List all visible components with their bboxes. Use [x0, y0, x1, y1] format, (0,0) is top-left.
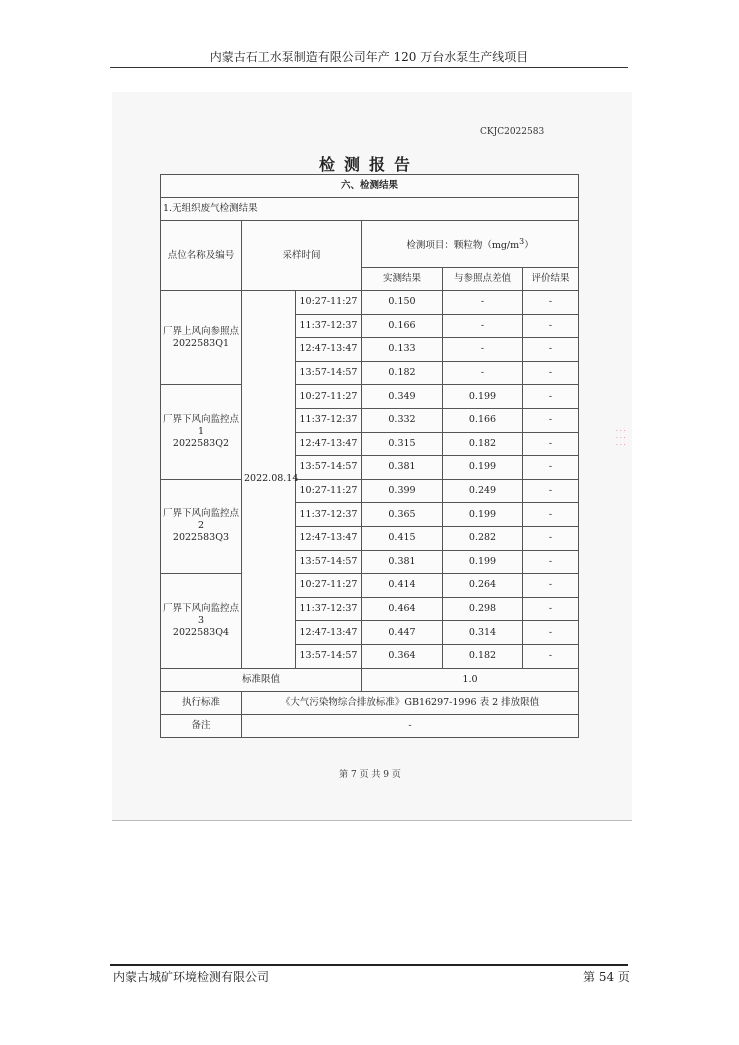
standard-label: 执行标准	[161, 691, 242, 714]
eval-cell: -	[523, 550, 579, 574]
eval-cell: -	[523, 338, 579, 362]
time-cell: 10:27-11:27	[296, 385, 362, 409]
report-code: CKJC2022583	[480, 127, 545, 137]
diff-cell: -	[443, 314, 523, 338]
limit-value: 1.0	[362, 668, 579, 691]
remark-label: 备注	[161, 714, 242, 737]
eval-cell: -	[523, 385, 579, 409]
measured-cell: 0.381	[362, 456, 443, 480]
measured-cell: 0.364	[362, 644, 443, 668]
subsection-title: 1.无组织废气检测结果	[161, 198, 579, 221]
time-cell: 12:47-13:47	[296, 338, 362, 362]
time-cell: 12:47-13:47	[296, 526, 362, 550]
footer-page-number: 第 54 页	[583, 970, 630, 984]
remark-value: -	[242, 714, 579, 737]
eval-cell: -	[523, 361, 579, 385]
time-cell: 11:37-12:37	[296, 503, 362, 527]
measured-cell: 0.349	[362, 385, 443, 409]
eval-cell: -	[523, 621, 579, 645]
measured-cell: 0.447	[362, 621, 443, 645]
report-title: 检测报告	[318, 155, 419, 174]
header-time: 采样时间	[242, 221, 362, 291]
diff-cell: 0.182	[443, 432, 523, 456]
measured-cell: 0.150	[362, 291, 443, 315]
diff-cell: -	[443, 338, 523, 362]
standard-value: 《大气污染物综合排放标准》GB16297-1996 表 2 排放限值	[242, 691, 579, 714]
diff-cell: 0.264	[443, 574, 523, 598]
time-cell: 10:27-11:27	[296, 574, 362, 598]
diff-cell: 0.282	[443, 526, 523, 550]
footer-divider	[110, 964, 628, 966]
time-cell: 13:57-14:57	[296, 644, 362, 668]
time-cell: 11:37-12:37	[296, 314, 362, 338]
inner-page-number: 第 7 页 共 9 页	[339, 770, 401, 780]
diff-cell: 0.182	[443, 644, 523, 668]
time-cell: 11:37-12:37	[296, 597, 362, 621]
measured-cell: 0.182	[362, 361, 443, 385]
results-table	[160, 174, 579, 738]
scan-bottom-edge	[112, 820, 632, 821]
header-diff: 与参照点差值	[443, 268, 523, 291]
eval-cell: -	[523, 314, 579, 338]
eval-cell: -	[523, 456, 579, 480]
measured-cell: 0.399	[362, 479, 443, 503]
measured-cell: 0.166	[362, 314, 443, 338]
eval-cell: -	[523, 503, 579, 527]
header-point: 点位名称及编号	[161, 221, 242, 291]
diff-cell: 0.314	[443, 621, 523, 645]
footer-company: 内蒙古城矿环境检测有限公司	[113, 970, 270, 984]
measured-cell: 0.365	[362, 503, 443, 527]
limit-label: 标准限值	[161, 668, 362, 691]
diff-cell: 0.199	[443, 385, 523, 409]
sampling-date: 2022.08.14	[242, 291, 296, 669]
header-divider	[110, 67, 628, 68]
diff-cell: -	[443, 291, 523, 315]
measured-cell: 0.133	[362, 338, 443, 362]
diff-cell: 0.249	[443, 479, 523, 503]
time-cell: 10:27-11:27	[296, 291, 362, 315]
table-row	[161, 385, 579, 409]
eval-cell: -	[523, 526, 579, 550]
measured-cell: 0.414	[362, 574, 443, 598]
eval-cell: -	[523, 291, 579, 315]
eval-cell: -	[523, 574, 579, 598]
diff-cell: 0.298	[443, 597, 523, 621]
diff-cell: -	[443, 361, 523, 385]
diff-cell: 0.199	[443, 503, 523, 527]
measured-cell: 0.464	[362, 597, 443, 621]
header-measured: 实测结果	[362, 268, 443, 291]
table-row	[161, 574, 579, 598]
time-cell: 13:57-14:57	[296, 550, 362, 574]
diff-cell: 0.199	[443, 550, 523, 574]
time-cell: 13:57-14:57	[296, 361, 362, 385]
time-cell: 12:47-13:47	[296, 432, 362, 456]
eval-cell: -	[523, 644, 579, 668]
point-cell: 厂界下风向监控点 3 2022583Q4	[161, 574, 242, 668]
measured-cell: 0.381	[362, 550, 443, 574]
time-cell: 11:37-12:37	[296, 408, 362, 432]
eval-cell: -	[523, 597, 579, 621]
time-cell: 12:47-13:47	[296, 621, 362, 645]
eval-cell: -	[523, 432, 579, 456]
header-item: 检测项目：颗粒物$(mg/m^3)$	[362, 221, 579, 268]
header-eval: 评价结果	[523, 268, 579, 291]
seal-marks: · · · · · · · · ·	[616, 428, 626, 449]
measured-cell: 0.315	[362, 432, 443, 456]
time-cell: 10:27-11:27	[296, 479, 362, 503]
measured-cell: 0.415	[362, 526, 443, 550]
section-title: 六、检测结果	[161, 175, 579, 198]
document-header: 内蒙古石工水泵制造有限公司年产 120 万台水泵生产线项目	[209, 50, 529, 64]
eval-cell: -	[523, 479, 579, 503]
measured-cell: 0.332	[362, 408, 443, 432]
point-cell: 厂界下风向监控点 2 2022583Q3	[161, 479, 242, 573]
time-cell: 13:57-14:57	[296, 456, 362, 480]
diff-cell: 0.199	[443, 456, 523, 480]
eval-cell: -	[523, 408, 579, 432]
table-row	[161, 291, 579, 315]
point-cell: 厂界上风向参照点 2022583Q1	[161, 291, 242, 385]
point-cell: 厂界下风向监控点 1 2022583Q2	[161, 385, 242, 479]
table-row	[161, 479, 579, 503]
diff-cell: 0.166	[443, 408, 523, 432]
